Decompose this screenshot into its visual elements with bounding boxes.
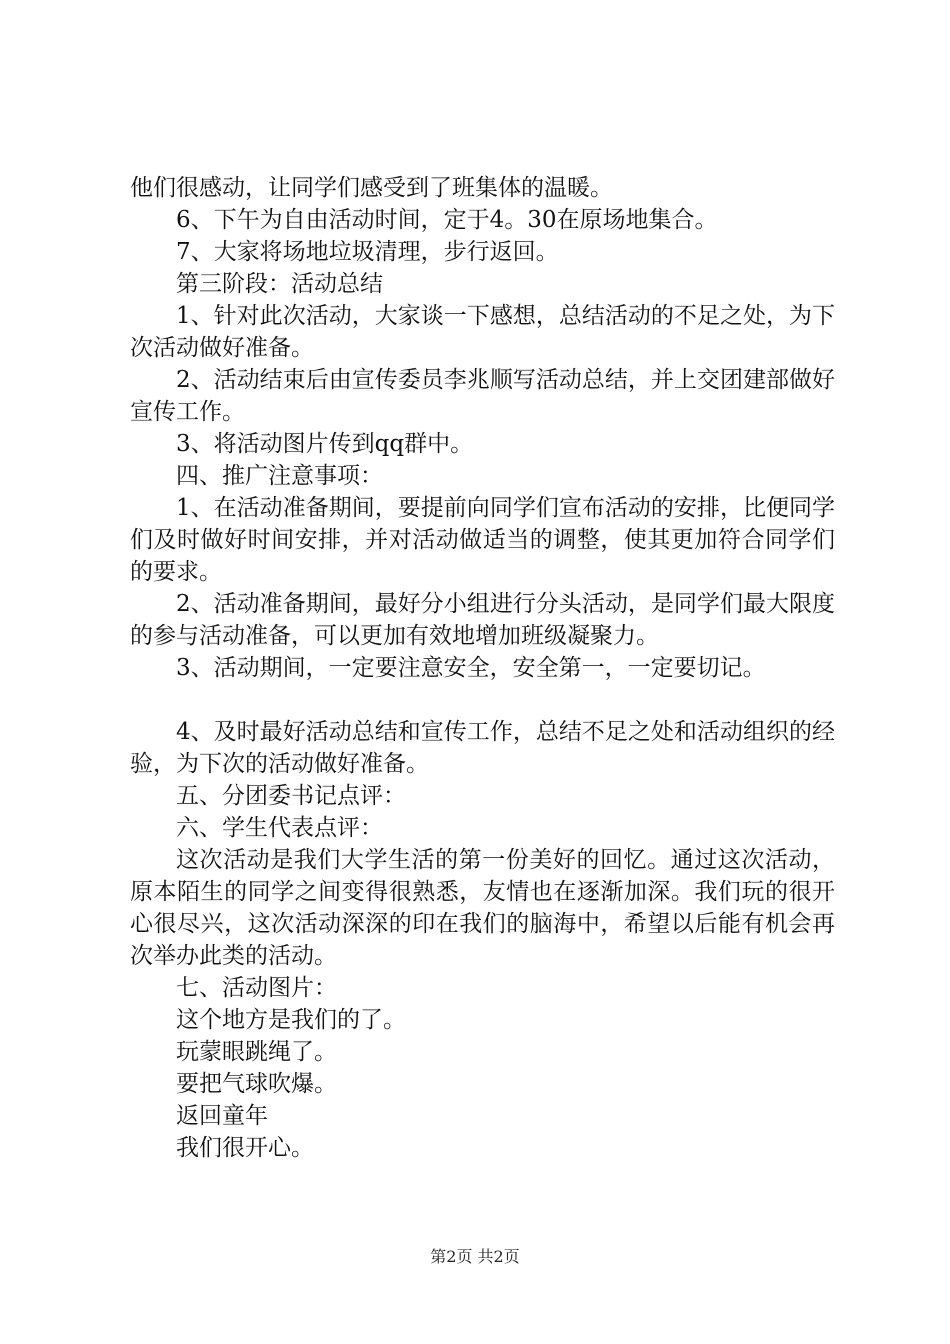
section-heading: 七、活动图片： xyxy=(176,975,337,1001)
photo-caption: 这个地方是我们的了。 xyxy=(176,1007,406,1033)
paragraph: 4、及时最好活动总结和宣传工作，总结不足之处和活动组织的经验，为下次的活动做好准备。 xyxy=(130,719,835,777)
page-number-footer: 第2页 共2页 xyxy=(430,1247,520,1266)
section-heading: 第三阶段：活动总结 xyxy=(176,271,383,297)
paragraph: 6、下午为自由活动时间，定于4。30在原场地集合。 xyxy=(176,207,718,233)
photo-caption: 玩蒙眼跳绳了。 xyxy=(176,1039,337,1065)
paragraph: 7、大家将场地垃圾清理，步行返回。 xyxy=(176,239,559,265)
photo-caption: 我们很开心。 xyxy=(176,1135,314,1161)
section-heading: 四、推广注意事项： xyxy=(176,463,383,489)
photo-caption: 返回童年 xyxy=(176,1103,268,1129)
paragraph: 这次活动是我们大学生活的第一份美好的回忆。通过这次活动，原本陌生的同学之间变得很熟悉，友情也在逐渐加深。我们玩的很开心很尽兴，这次活动深深的印在我们的脑海中，希望以后能有机会再次举办此类的活动。 xyxy=(130,847,835,969)
paragraph: 1、在活动准备期间，要提前向同学们宣布活动的安排，比便同学们及时做好时间安排，并对活动做适当的调整，使其更加符合同学们的要求。 xyxy=(130,495,835,585)
blank-line xyxy=(130,684,835,716)
paragraph: 1、针对此次活动，大家谈一下感想，总结活动的不足之处，为下次活动做好准备。 xyxy=(130,303,835,361)
document-body xyxy=(130,172,835,1164)
section-heading: 五、分团委书记点评： xyxy=(176,783,406,809)
section-heading: 六、学生代表点评： xyxy=(176,815,383,841)
paragraph: 2、活动结束后由宣传委员李兆顺写活动总结，并上交团建部做好宣传工作。 xyxy=(130,367,835,425)
photo-caption: 要把气球吹爆。 xyxy=(176,1071,337,1097)
paragraph: 3、将活动图片传到qq群中。 xyxy=(176,431,474,457)
paragraph: 3、活动期间，一定要注意安全，安全第一，一定要切记。 xyxy=(176,655,766,681)
paragraph: 2、活动准备期间，最好分小组进行分头活动，是同学们最大限度的参与活动准备，可以更加有效地增加班级凝聚力。 xyxy=(130,591,835,649)
paragraph: 他们很感动，让同学们感受到了班集体的温暖。 xyxy=(130,175,613,201)
